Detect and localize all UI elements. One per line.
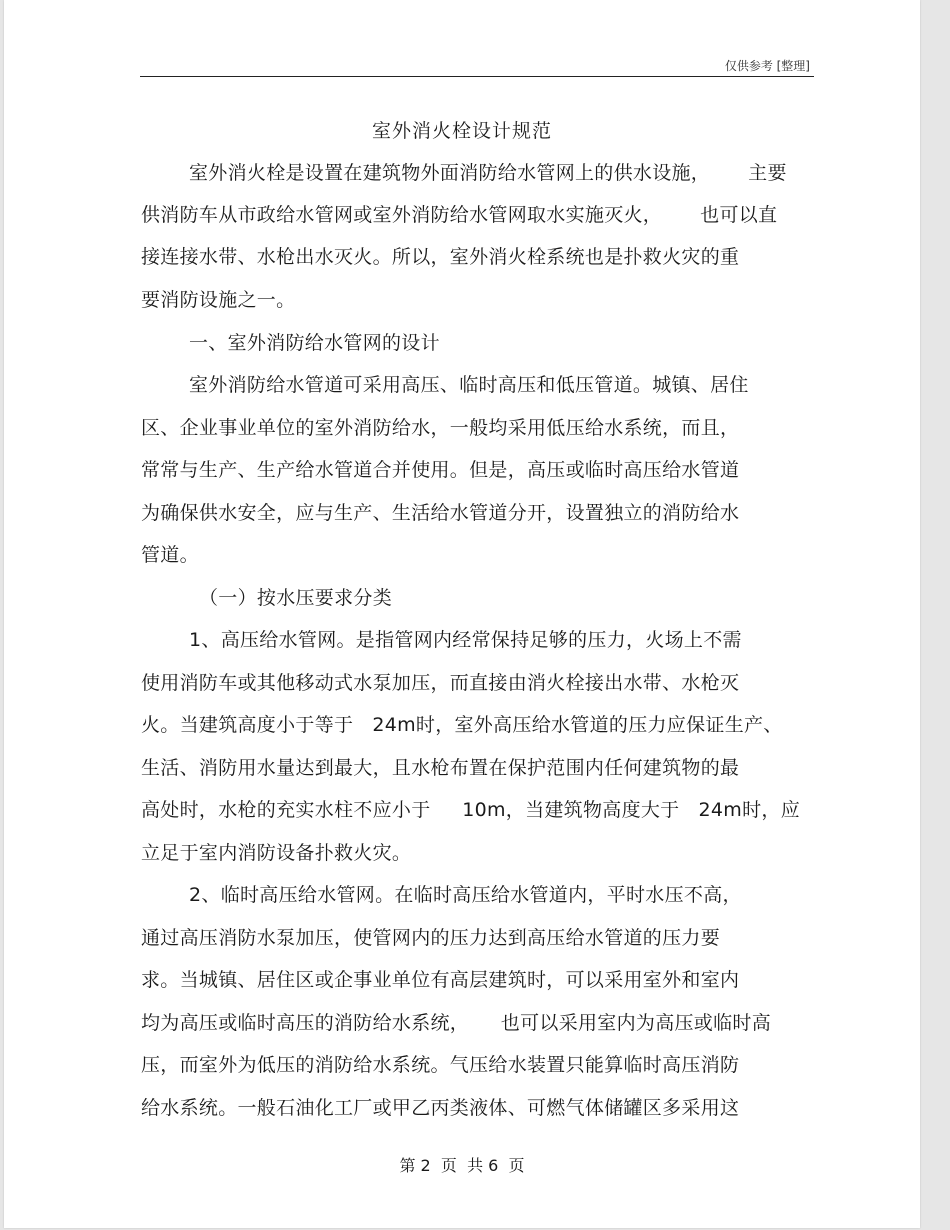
body-line: 通过高压消防水泵加压，使管网内的压力达到高压给水管道的压力要 bbox=[141, 927, 721, 949]
header-rule bbox=[140, 76, 814, 77]
page-footer: 第 2 页 共 6 页 bbox=[399, 1156, 525, 1175]
body-line: 高处时，水枪的充实水柱不应小于 10m，当建筑物高度大于 24m时，应 bbox=[141, 799, 800, 821]
body-line: 供消防车从市政给水管网或室外消防给水管网取水实施灭火， 也可以直 bbox=[141, 204, 778, 226]
body-line: 压，而室外为低压的消防给水系统。气压给水装置只能算临时高压消防 bbox=[141, 1054, 740, 1076]
body-line: 生活、消防用水量达到最大，且水枪布置在保护范围内任何建筑物的最 bbox=[141, 757, 740, 779]
body-line: 要消防设施之一。 bbox=[141, 289, 296, 311]
body-line: 常常与生产、生产给水管道合并使用。但是，高压或临时高压给水管道 bbox=[141, 459, 740, 481]
header-note: 仅供参考 [整理] bbox=[724, 59, 810, 73]
body-line: 接连接水带、水枪出水灭火。所以，室外消火栓系统也是扑救火灾的重 bbox=[141, 246, 740, 268]
body-line: 区、企业事业单位的室外消防给水，一般均采用低压给水系统，而且， bbox=[141, 417, 740, 439]
document-page bbox=[4, 0, 920, 1228]
body-line: 立足于室内消防设备扑救火灾。 bbox=[141, 842, 412, 864]
body-line: 给水系统。一般石油化工厂或甲乙丙类液体、可燃气体储罐区多采用这 bbox=[141, 1097, 740, 1119]
body-line: 1、高压给水管网。是指管网内经常保持足够的压力，火场上不需 bbox=[189, 629, 742, 651]
body-line: 为确保供水安全，应与生产、生活给水管道分开，设置独立的消防给水 bbox=[141, 502, 740, 524]
body-line: 火。当建筑高度小于等于 24m时，室外高压给水管道的压力应保证生产、 bbox=[141, 714, 783, 736]
body-line: 均为高压或临时高压的消防给水系统， 也可以采用室内为高压或临时高 bbox=[141, 1012, 771, 1034]
body-line: 求。当城镇、居住区或企事业单位有高层建筑时，可以采用室外和室内 bbox=[141, 969, 740, 991]
document-title: 室外消火栓设计规范 bbox=[371, 120, 552, 142]
body-line: 管道。 bbox=[141, 544, 199, 566]
body-line: 室外消火栓是设置在建筑物外面消防给水管网上的供水设施， 主要 bbox=[189, 162, 787, 184]
section-heading: 一、室外消防给水管网的设计 bbox=[189, 332, 440, 354]
body-line: 2、临时高压给水管网。在临时高压给水管道内，平时水压不高， bbox=[189, 884, 742, 906]
subsection-heading: （一）按水压要求分类 bbox=[199, 587, 393, 609]
body-line: 室外消防给水管道可采用高压、临时高压和低压管道。城镇、居住 bbox=[189, 374, 749, 396]
body-line: 使用消防车或其他移动式水泵加压，而直接由消火栓接出水带、水枪灭 bbox=[141, 672, 740, 694]
